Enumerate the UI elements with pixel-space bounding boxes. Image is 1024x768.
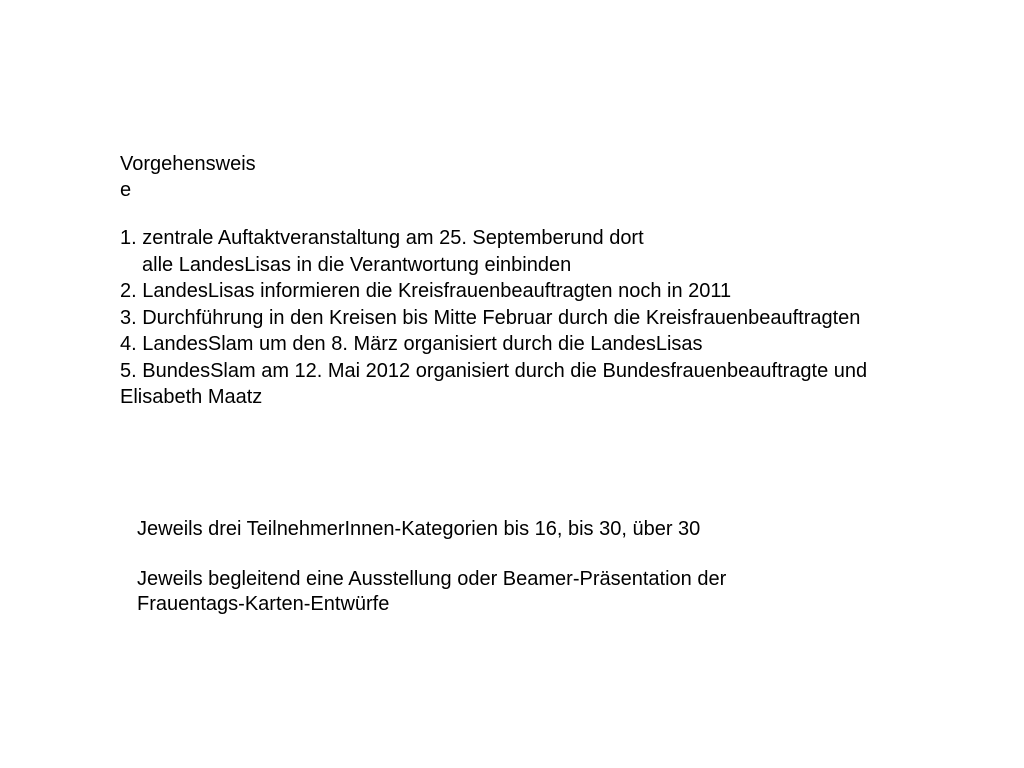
step-5: 5. BundesSlam am 12. Mai 2012 organisiert durch die Bundesfrauenbeauftragte und	[120, 359, 868, 382]
step-1-continuation: alle LandesLisas in die Verantwortung einbinden	[142, 253, 572, 276]
step-1: 1. zentrale Auftaktveranstaltung am 25. Septemberund dort	[120, 227, 644, 249]
slide-title	[120, 151, 290, 203]
step-5-continuation: Elisabeth Maatz	[120, 386, 263, 408]
slide-title-line-2: e	[120, 179, 132, 201]
notes-block	[137, 517, 997, 617]
note-categories: Jeweils drei TeilnehmerInnen-Kategorien bis 16, bis 30, über 30	[137, 518, 701, 540]
note-exhibition-line-2: Frauentags-Karten-Entwürfe	[137, 593, 390, 615]
steps-list	[120, 225, 1010, 411]
note-spacer	[137, 542, 997, 567]
step-4: 4. LandesSlam um den 8. März organisiert durch die LandesLisas	[120, 333, 703, 355]
step-2: 2. LandesLisas informieren die Kreisfrauenbeauftragten noch in 2011	[120, 280, 732, 302]
step-3: 3. Durchführung in den Kreisen bis Mitte Februar durch die Kreisfrauenbeauftragten	[120, 306, 861, 329]
note-exhibition-line-1: Jeweils begleitend eine Ausstellung oder Beamer-Präsentation der	[137, 568, 727, 590]
slide-title-line-1: Vorgehensweis	[120, 153, 256, 175]
